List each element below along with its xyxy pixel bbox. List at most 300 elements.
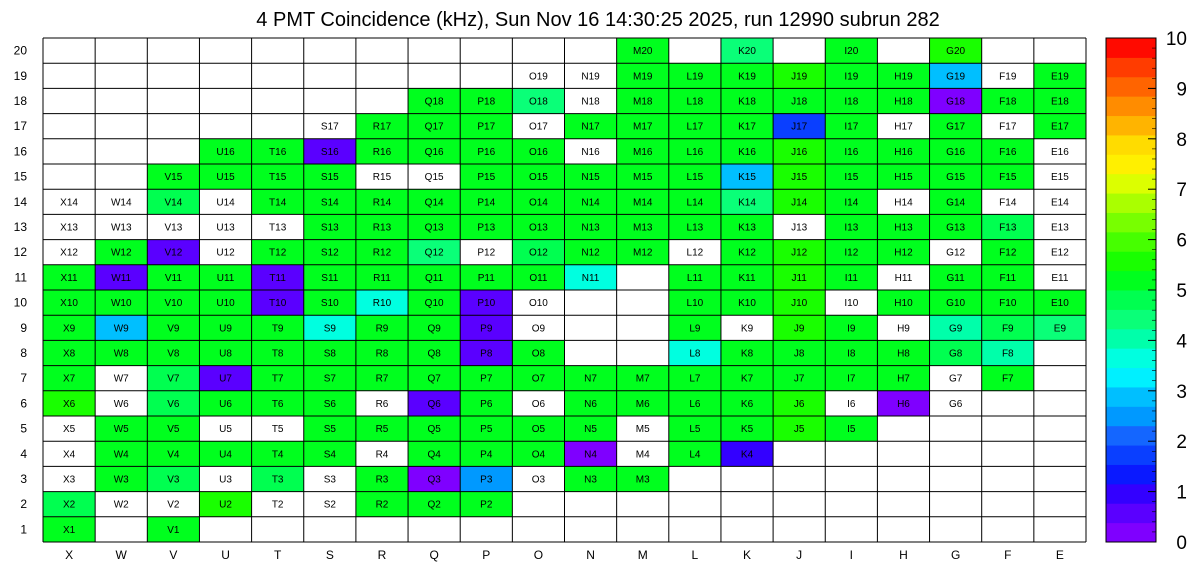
cell-label-v10: V10 (164, 298, 183, 310)
x-tick-label-u: U (221, 548, 230, 562)
cell-label-i18: I18 (844, 96, 859, 108)
cell-label-o12: O12 (528, 247, 548, 259)
cell-label-r7: R7 (375, 373, 389, 385)
cell-label-i20: I20 (844, 46, 859, 58)
x-tick-label-t: T (274, 548, 282, 562)
cell-label-o6: O6 (531, 398, 546, 410)
cell-label-i11: I11 (844, 272, 858, 284)
cell-label-m6: M6 (635, 398, 650, 410)
cell-label-f16: F16 (999, 146, 1017, 158)
cell-label-w14: W14 (110, 197, 132, 209)
cell-label-v2: V2 (167, 499, 180, 511)
heatmap-grid (43, 38, 1086, 542)
cell-label-g20: G20 (946, 46, 966, 58)
cell-label-k11: K11 (738, 272, 756, 284)
x-tick-label-x: X (65, 548, 74, 562)
cell-label-k14: K14 (738, 197, 756, 209)
colorbar-tick-label-2: 2 (1176, 432, 1187, 454)
cell-label-w8: W8 (113, 348, 129, 360)
y-tick-label-12: 12 (13, 245, 27, 260)
cell-label-v7: V7 (167, 373, 180, 385)
cell-label-v8: V8 (167, 348, 180, 360)
cell-label-t4: T4 (271, 449, 284, 461)
y-tick-label-16: 16 (13, 144, 27, 159)
cell-label-r5: R5 (375, 424, 389, 436)
cell-label-v1: V1 (167, 524, 180, 536)
cell-label-k6: K6 (740, 398, 754, 410)
colorbar-segment (1106, 464, 1156, 484)
cell-label-e10: E10 (1051, 298, 1069, 310)
cell-label-u9: U9 (219, 323, 232, 335)
cell-label-s10: S10 (320, 298, 339, 310)
cell-label-r9: R9 (375, 323, 389, 335)
x-tick-label-f: F (1004, 548, 1012, 562)
cell-label-n5: N5 (584, 424, 597, 436)
cell-label-u14: U14 (216, 197, 235, 209)
y-tick-label-14: 14 (13, 194, 27, 209)
cell-label-j15: J15 (791, 172, 808, 184)
cell-label-j5: J5 (793, 424, 805, 436)
colorbar-segment (1106, 503, 1156, 523)
cell-label-p10: P10 (477, 298, 496, 310)
cell-label-k4: K4 (740, 449, 754, 461)
cell-label-w13: W13 (110, 222, 132, 234)
cell-label-h19: H19 (894, 71, 913, 83)
cell-label-h18: H18 (894, 96, 913, 108)
cell-label-r17: R17 (372, 121, 392, 133)
cell-label-i17: I17 (844, 121, 859, 133)
cell-label-k5: K5 (740, 424, 754, 436)
cell-label-h9: H9 (897, 323, 910, 335)
cell-label-j16: J16 (791, 146, 808, 158)
cell-label-j8: J8 (793, 348, 805, 360)
cell-label-s9: S9 (323, 323, 336, 335)
cell-label-q11: Q11 (425, 272, 444, 284)
cell-label-x6: X6 (62, 398, 76, 410)
cell-label-f9: F9 (1001, 323, 1014, 335)
cell-label-k16: K16 (738, 146, 756, 158)
cell-label-l18: L18 (686, 96, 704, 108)
colorbar-segment (1106, 368, 1156, 388)
cell-label-p8: P8 (480, 348, 493, 360)
cell-label-s7: S7 (323, 373, 336, 385)
cell-label-p5: P5 (480, 424, 493, 436)
x-tick-label-r: R (377, 548, 387, 562)
colorbar-segment (1106, 57, 1156, 77)
cell-label-e11: E11 (1051, 272, 1069, 284)
colorbar-segment (1106, 329, 1156, 349)
cell-label-l16: L16 (686, 146, 704, 158)
colorbar-segment (1106, 271, 1156, 291)
cell-label-h16: H16 (894, 146, 913, 158)
cell-label-h7: H7 (897, 373, 910, 385)
cell-label-q18: Q18 (424, 96, 444, 108)
colorbar-tick-label-7: 7 (1176, 180, 1187, 202)
y-tick-label-13: 13 (13, 220, 27, 234)
cell-label-l17: L17 (686, 121, 704, 133)
cell-label-r6: R6 (375, 398, 389, 410)
cell-label-e19: E19 (1051, 71, 1069, 83)
cell-label-k12: K12 (738, 247, 756, 259)
cell-label-q9: Q9 (427, 323, 441, 335)
colorbar-tick-label-6: 6 (1176, 230, 1187, 252)
cell-label-r12: R12 (372, 247, 392, 259)
cell-label-i12: I12 (844, 247, 859, 259)
cell-label-m19: M19 (632, 71, 653, 83)
cell-label-v11: V11 (164, 272, 182, 284)
cell-label-p7: P7 (480, 373, 493, 385)
cell-label-j14: J14 (791, 197, 808, 209)
cell-label-o8: O8 (531, 348, 546, 360)
cell-label-p11: P11 (477, 272, 495, 284)
cell-label-v9: V9 (167, 323, 180, 335)
cell-label-p17: P17 (477, 121, 496, 133)
y-tick-label-20: 20 (13, 43, 27, 58)
cell-label-g12: G12 (946, 247, 966, 259)
colorbar-segment (1106, 523, 1156, 543)
cell-label-f19: F19 (999, 71, 1017, 83)
cell-label-q13: Q13 (424, 222, 444, 234)
cell-label-f13: F13 (999, 222, 1017, 234)
cell-label-m3: M3 (635, 474, 650, 486)
cell-label-e13: E13 (1051, 222, 1069, 234)
cell-label-g8: G8 (948, 348, 963, 360)
cell-label-w12: W12 (110, 247, 132, 259)
x-tick-label-m: M (637, 548, 648, 562)
cell-label-s8: S8 (323, 348, 336, 360)
colorbar-segment (1106, 387, 1156, 407)
cell-label-n14: N14 (581, 197, 600, 209)
colorbar-segment (1106, 309, 1156, 329)
cell-label-s13: S13 (320, 222, 339, 234)
cell-label-x12: X12 (60, 247, 78, 259)
cell-label-n3: N3 (584, 474, 597, 486)
cell-label-j12: J12 (791, 247, 808, 259)
cell-label-h13: H13 (894, 222, 913, 234)
cell-label-u4: U4 (219, 449, 232, 461)
cell-label-m18: M18 (632, 96, 653, 108)
cell-label-m20: M20 (632, 46, 653, 58)
cell-label-i8: I8 (847, 348, 856, 360)
cell-label-p4: P4 (480, 449, 493, 461)
cell-label-j11: J11 (791, 272, 807, 284)
x-tick-label-l: L (691, 548, 699, 562)
cell-label-n17: N17 (581, 121, 600, 133)
cell-label-n13: N13 (581, 222, 600, 234)
cell-label-u11: U11 (216, 272, 235, 284)
cell-label-n11: N11 (581, 272, 600, 284)
cell-label-s15: S15 (320, 172, 339, 184)
cell-label-n18: N18 (581, 96, 600, 108)
cell-label-m17: M17 (632, 121, 653, 133)
cell-label-x5: X5 (62, 424, 76, 436)
cell-label-u12: U12 (216, 247, 235, 259)
cell-label-j9: J9 (793, 323, 805, 335)
cell-label-v4: V4 (167, 449, 180, 461)
cell-label-n4: N4 (584, 449, 597, 461)
colorbar-segment (1106, 426, 1156, 446)
cell-label-l6: L6 (689, 398, 701, 410)
cell-label-m5: M5 (635, 424, 650, 436)
cell-label-h11: H11 (894, 272, 913, 284)
colorbar-tick-label-8: 8 (1176, 129, 1187, 151)
cell-label-j13: J13 (791, 222, 808, 234)
x-tick-label-k: K (743, 548, 752, 562)
cell-label-v6: V6 (167, 398, 180, 410)
y-tick-label-9: 9 (20, 320, 27, 335)
cell-label-s16: S16 (320, 146, 339, 158)
cell-label-f17: F17 (999, 121, 1017, 133)
cell-label-v5: V5 (167, 424, 180, 436)
cell-label-q3: Q3 (427, 474, 441, 486)
colorbar-segment (1106, 154, 1156, 174)
cell-label-l11: L11 (686, 272, 703, 284)
x-tick-label-v: V (169, 548, 178, 562)
cell-label-o9: O9 (531, 323, 546, 335)
cell-label-f12: F12 (999, 247, 1017, 259)
cell-label-k18: K18 (738, 96, 756, 108)
cell-label-s6: S6 (323, 398, 336, 410)
cell-label-s14: S14 (320, 197, 339, 209)
cell-label-q7: Q7 (427, 373, 441, 385)
cell-label-e15: E15 (1051, 172, 1069, 184)
cell-label-x7: X7 (62, 373, 76, 385)
colorbar-segment (1106, 38, 1156, 58)
cell-label-q10: Q10 (424, 298, 444, 310)
cell-label-p18: P18 (477, 96, 496, 108)
y-tick-label-3: 3 (20, 472, 27, 486)
colorbar-tick-label-10: 10 (1165, 29, 1187, 50)
cell-label-e14: E14 (1051, 197, 1069, 209)
cell-label-g9: G9 (948, 323, 963, 335)
x-tick-label-p: P (482, 548, 491, 562)
colorbar-segment (1106, 348, 1156, 368)
colorbar-segment (1106, 96, 1156, 116)
cell-label-w5: W5 (113, 424, 129, 436)
cell-label-h10: H10 (894, 298, 913, 310)
cell-label-v3: V3 (167, 474, 180, 486)
cell-label-h6: H6 (897, 398, 910, 410)
y-tick-label-6: 6 (20, 396, 27, 411)
chart-title: 4 PMT Coincidence (kHz), Sun Nov 16 14:30:25 2025, run 12990 subrun 282 (256, 9, 940, 31)
cell-label-g18: G18 (946, 96, 966, 108)
colorbar-tick-label-4: 4 (1176, 331, 1187, 353)
cell-label-x8: X8 (62, 348, 76, 360)
cell-label-o18: O18 (528, 96, 548, 108)
cell-label-q2: Q2 (427, 499, 441, 511)
cell-label-q6: Q6 (427, 398, 441, 410)
cell-label-j17: J17 (791, 121, 808, 133)
colorbar-segment (1106, 212, 1156, 232)
cell-label-l9: L9 (689, 323, 701, 335)
cell-label-p15: P15 (477, 172, 496, 184)
colorbar-segment (1106, 406, 1156, 426)
x-tick-label-g: G (950, 548, 961, 562)
cell-label-p3: P3 (480, 474, 493, 486)
cell-label-l19: L19 (686, 71, 704, 83)
color-scale-bar (1106, 29, 1187, 554)
colorbar-tick-label-5: 5 (1176, 281, 1187, 302)
cell-label-u7: U7 (219, 373, 232, 385)
cell-label-x10: X10 (60, 298, 78, 310)
cell-label-u6: U6 (219, 398, 232, 410)
cell-label-e16: E16 (1051, 146, 1069, 158)
cell-label-q15: Q15 (424, 172, 444, 184)
cell-label-u3: U3 (219, 474, 232, 486)
cell-label-p14: P14 (477, 197, 496, 209)
colorbar-segment (1106, 232, 1156, 252)
cell-label-l13: L13 (686, 222, 704, 234)
y-tick-label-4: 4 (20, 446, 27, 461)
cell-label-l5: L5 (689, 424, 701, 436)
cell-label-u16: U16 (216, 146, 235, 158)
cell-label-q17: Q17 (424, 121, 444, 133)
x-axis-labels (65, 548, 1064, 562)
cell-label-i16: I16 (844, 146, 859, 158)
cell-label-l12: L12 (686, 247, 704, 259)
cell-label-s2: S2 (323, 499, 336, 511)
colorbar-segment (1106, 484, 1156, 504)
cell-label-i5: I5 (847, 424, 856, 436)
colorbar-tick-label-3: 3 (1176, 381, 1187, 403)
cell-label-x4: X4 (62, 449, 76, 461)
cell-label-o10: O10 (528, 298, 548, 310)
colorbar-segment (1106, 135, 1156, 155)
cell-label-i13: I13 (844, 222, 859, 234)
cell-label-n16: N16 (581, 146, 600, 158)
cell-label-w4: W4 (113, 449, 129, 461)
cell-label-s12: S12 (320, 247, 339, 259)
cell-label-w10: W10 (110, 298, 132, 310)
cell-label-x3: X3 (62, 474, 76, 486)
cell-label-f7: F7 (1001, 373, 1014, 385)
cell-label-w3: W3 (113, 474, 129, 486)
cell-label-f14: F14 (999, 197, 1017, 209)
cell-label-h14: H14 (894, 197, 913, 209)
cell-label-o4: O4 (531, 449, 546, 461)
cell-label-v13: V13 (164, 222, 183, 234)
cell-label-m13: M13 (632, 222, 653, 234)
cell-label-t11: T11 (269, 272, 286, 284)
cell-label-x11: X11 (60, 272, 78, 284)
cell-label-q8: Q8 (427, 348, 441, 360)
cell-label-t2: T2 (271, 499, 284, 511)
cell-label-t16: T16 (269, 146, 287, 158)
cell-label-e18: E18 (1051, 96, 1069, 108)
cell-label-j10: J10 (791, 298, 808, 310)
cell-label-o7: O7 (531, 373, 546, 385)
cell-label-w9: W9 (113, 323, 129, 335)
cell-label-k10: K10 (738, 298, 756, 310)
x-tick-label-i: I (849, 548, 853, 562)
cell-label-p9: P9 (480, 323, 493, 335)
cell-label-r10: R10 (372, 298, 392, 310)
x-tick-label-h: H (899, 548, 908, 562)
cell-label-x1: X1 (62, 524, 76, 536)
cell-label-q16: Q16 (424, 146, 444, 158)
cell-label-l8: L8 (689, 348, 701, 360)
y-axis-labels (14, 44, 28, 537)
cell-label-x14: X14 (60, 197, 78, 209)
cell-label-e17: E17 (1051, 121, 1069, 133)
cell-label-h12: H12 (894, 247, 913, 259)
cell-label-r8: R8 (375, 348, 389, 360)
cell-label-j18: J18 (791, 96, 808, 108)
cell-label-f8: F8 (1001, 348, 1014, 360)
cell-label-s17: S17 (320, 121, 339, 133)
cell-label-l14: L14 (686, 197, 704, 209)
cell-label-p13: P13 (477, 222, 496, 234)
cell-label-n12: N12 (581, 247, 600, 259)
cell-label-k8: K8 (740, 348, 754, 360)
cell-label-t15: T15 (269, 172, 287, 184)
x-tick-label-s: S (325, 548, 334, 562)
cell-label-k7: K7 (740, 373, 754, 385)
cell-label-o16: O16 (528, 146, 548, 158)
cell-label-p12: P12 (477, 247, 496, 259)
cell-label-l10: L10 (686, 298, 704, 310)
cell-label-k15: K15 (738, 172, 756, 184)
y-tick-label-7: 7 (20, 371, 27, 386)
cell-label-i19: I19 (844, 71, 859, 83)
cell-label-m16: M16 (632, 146, 653, 158)
cell-label-f15: F15 (999, 172, 1017, 184)
colorbar-tick-label-0: 0 (1176, 533, 1187, 554)
cell-label-t14: T14 (269, 197, 287, 209)
cell-label-r13: R13 (372, 222, 392, 234)
cell-label-g14: G14 (946, 197, 966, 209)
cell-label-v15: V15 (164, 172, 183, 184)
cell-label-m14: M14 (632, 197, 653, 209)
cell-label-x2: X2 (62, 499, 76, 511)
cell-label-o19: O19 (528, 71, 548, 83)
cell-label-v14: V14 (164, 197, 183, 209)
cell-label-o17: O17 (528, 121, 548, 133)
y-tick-label-19: 19 (13, 68, 27, 83)
cell-label-k9: K9 (740, 323, 754, 335)
cell-label-g10: G10 (946, 298, 966, 310)
cell-label-o3: O3 (531, 474, 546, 486)
y-tick-label-15: 15 (13, 169, 27, 184)
colorbar-segment (1106, 445, 1156, 465)
cell-label-o5: O5 (531, 424, 546, 436)
cell-label-m4: M4 (635, 449, 650, 461)
cell-label-s5: S5 (323, 424, 336, 436)
colorbar-segment (1106, 193, 1156, 213)
cell-label-n7: N7 (584, 373, 597, 385)
colorbar-segment (1106, 116, 1156, 136)
x-tick-label-j: J (796, 548, 803, 562)
y-tick-label-8: 8 (20, 346, 27, 360)
x-tick-label-e: E (1055, 548, 1064, 562)
cell-label-u10: U10 (216, 298, 235, 310)
cell-label-l15: L15 (686, 172, 704, 184)
cell-label-e12: E12 (1051, 247, 1069, 259)
cell-label-o15: O15 (528, 172, 548, 184)
cell-label-l4: L4 (689, 449, 701, 461)
cell-label-j6: J6 (793, 398, 805, 410)
cell-label-f11: F11 (999, 272, 1017, 284)
cell-label-p2: P2 (480, 499, 493, 511)
cell-label-w6: W6 (113, 398, 129, 410)
y-tick-label-17: 17 (13, 119, 27, 134)
cell-label-h17: H17 (894, 121, 913, 133)
cell-label-w2: W2 (113, 499, 129, 511)
cell-label-i9: I9 (847, 323, 856, 335)
cell-label-u15: U15 (216, 172, 235, 184)
cell-label-x13: X13 (60, 222, 78, 234)
cell-label-i15: I15 (844, 172, 859, 184)
